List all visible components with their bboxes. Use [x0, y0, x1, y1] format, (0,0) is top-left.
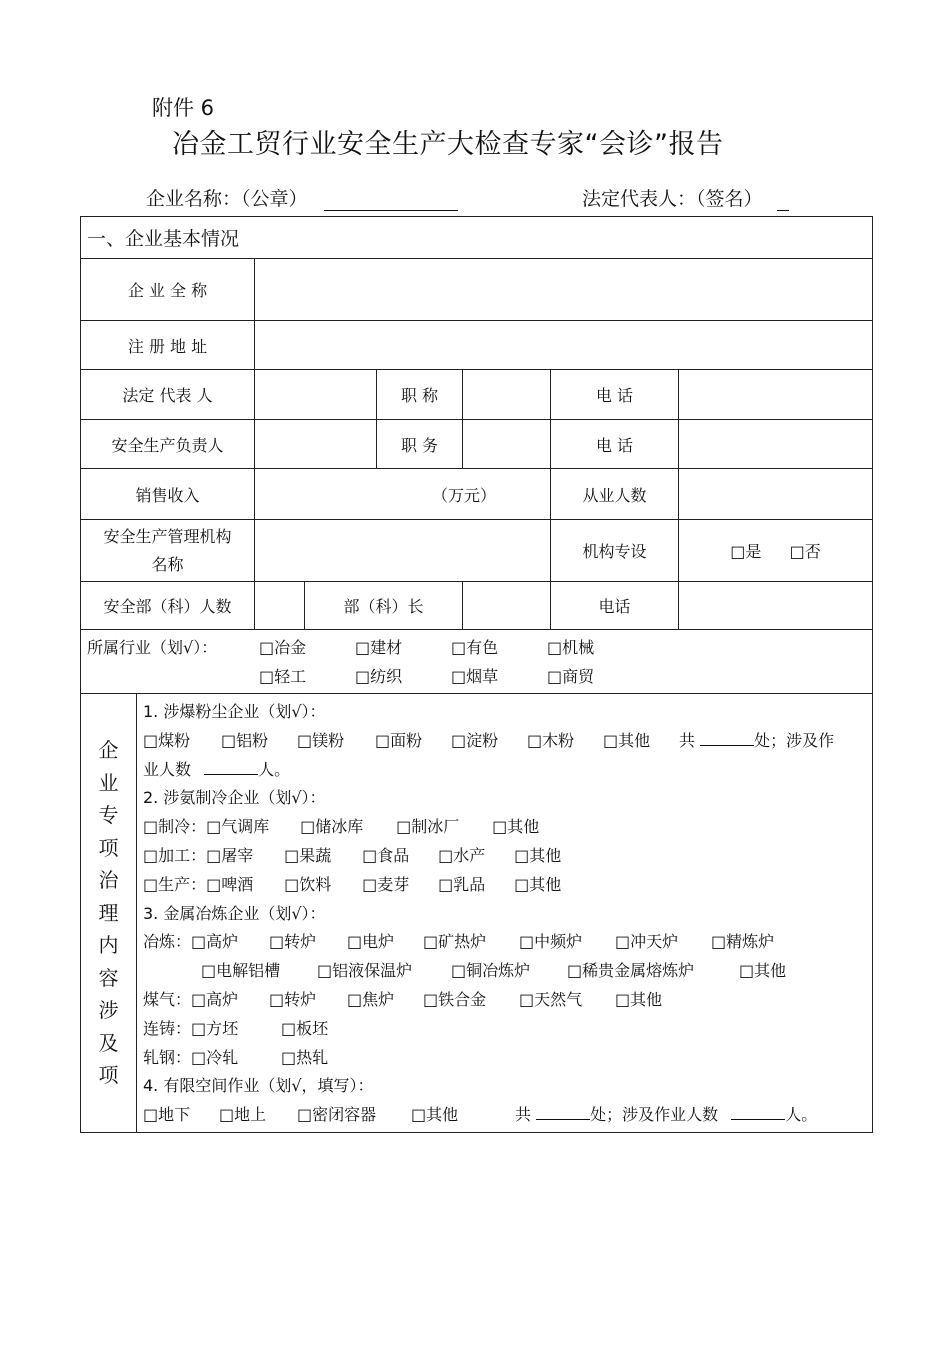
vertical-char: 项 [98, 835, 119, 860]
produce-line [143, 871, 866, 900]
dust-title: 1. 涉爆粉尘企业（划√）： [143, 702, 326, 721]
legal-rep-header [582, 184, 789, 211]
produce-beer[interactable]: □啤酒 [206, 874, 254, 894]
refrig-other[interactable]: □其他 [492, 817, 540, 837]
dust-starch[interactable]: □淀粉 [451, 730, 499, 750]
dept-phone-field[interactable] [679, 582, 873, 630]
smelt-blast-furnace[interactable]: □高炉 [191, 932, 239, 952]
mgmt-org-label-line1: 安全生产管理机构 [103, 526, 232, 546]
produce-other[interactable]: □其他 [514, 874, 562, 894]
mgmt-org-field[interactable] [255, 520, 551, 582]
smelt-other[interactable]: □其他 [739, 961, 787, 981]
refrig-ice-storage[interactable]: □储冰库 [300, 817, 364, 837]
cast-billet[interactable]: □方坯 [191, 1018, 239, 1038]
refrig-ice-plant[interactable]: □制冰厂 [396, 817, 460, 837]
legal-rep-label: 法定代表人：（签名） [582, 188, 763, 210]
mgmt-org-label-line2: 名称 [151, 554, 184, 574]
industry-metallurgy[interactable]: □冶金 [259, 638, 307, 657]
smelt-electric[interactable]: □电炉 [347, 932, 395, 952]
vertical-char: 专 [98, 803, 119, 828]
vertical-char: 内 [98, 933, 119, 958]
vertical-char: 业 [98, 770, 119, 795]
vertical-char: 容 [98, 965, 119, 990]
dust-items-line [143, 727, 866, 756]
process-slaughter[interactable]: □屠宰 [206, 845, 254, 865]
attachment-number: 附件 6 [152, 96, 215, 120]
dept-phone-label: 电话 [551, 582, 679, 630]
confined-places-blank[interactable] [536, 1103, 590, 1120]
vertical-char: 企 [98, 738, 119, 763]
full-name-field[interactable] [255, 259, 873, 321]
refrig-ca-storage[interactable]: □气调库 [206, 817, 270, 837]
smelt-line-1 [143, 928, 866, 957]
employees-field[interactable] [679, 469, 873, 520]
process-line [143, 842, 866, 871]
dust-workers-label: 业人数 [143, 759, 192, 779]
full-name-label: 企 业 全 称 [81, 259, 255, 321]
confined-other[interactable]: □其他 [411, 1105, 459, 1125]
section-basic-info-title: 一、企业基本情况 [81, 217, 873, 259]
confined-sealed-container[interactable]: □密闭容器 [297, 1105, 377, 1125]
gas-ferroalloy[interactable]: □铁合金 [423, 989, 487, 1009]
special-items-cell [137, 694, 873, 1133]
industry-textile[interactable]: □纺织 [355, 667, 403, 686]
page-title: 冶金工贸行业安全生产大检查专家“会诊”报告 [172, 129, 724, 160]
gas-blast-furnace[interactable]: □高炉 [191, 989, 239, 1009]
gas-converter[interactable]: □转炉 [269, 989, 317, 1009]
sales-field[interactable] [255, 469, 551, 520]
org-yes-checkbox[interactable]: □是 [730, 542, 762, 561]
confined-person-end: 人。 [785, 1105, 818, 1125]
company-label: 企业名称：（公章） [146, 188, 308, 210]
address-label: 注 册 地 址 [81, 321, 255, 370]
dust-coal[interactable]: □煤粉 [143, 730, 191, 750]
legal-rep-field[interactable] [255, 370, 377, 420]
industry-light[interactable]: □轻工 [259, 667, 307, 686]
industry-machinery[interactable]: □机械 [547, 638, 595, 657]
duty-field[interactable] [463, 420, 551, 469]
smelt-precious-metal[interactable]: □稀贵金属熔炼炉 [567, 961, 695, 981]
confined-places-workers: 处；涉及作业人数 [590, 1105, 719, 1125]
dust-total-label: 共 [679, 730, 696, 750]
vertical-char: 项 [98, 1063, 119, 1088]
company-name-header [146, 184, 458, 211]
ammonia-title: 2. 涉氨制冷企业（划√）： [143, 788, 326, 808]
smelt-line-2 [143, 957, 866, 986]
phone-label-2: 电 话 [551, 420, 679, 469]
dust-places-blank[interactable] [700, 729, 754, 746]
dust-person-end: 人。 [258, 759, 291, 779]
sales-label: 销售收入 [81, 469, 255, 520]
wan-yuan-unit: （万元） [431, 485, 496, 505]
dust-workers-blank[interactable] [204, 758, 258, 775]
smelt-refining[interactable]: □精炼炉 [711, 932, 775, 952]
smelt-converter[interactable]: □转炉 [269, 932, 317, 952]
industry-line-2 [87, 662, 866, 691]
industry-line-1 [87, 633, 866, 662]
dust-aluminum[interactable]: □铝粉 [221, 730, 269, 750]
roll-cold[interactable]: □冷轧 [191, 1047, 239, 1067]
org-dedicated-label: 机构专设 [551, 520, 679, 582]
confined-title: 4. 有限空间作业（划√，填写）： [143, 1076, 374, 1096]
refrig-line [143, 813, 866, 842]
safety-phone-field[interactable] [679, 420, 873, 469]
confined-underground[interactable]: □地下 [143, 1105, 191, 1125]
industry-building-materials[interactable]: □建材 [355, 638, 403, 657]
cast-line [143, 1015, 866, 1044]
title-field[interactable] [463, 370, 551, 420]
process-other[interactable]: □其他 [514, 845, 562, 865]
smelt-electrolytic-cell[interactable]: □电解铝槽 [201, 961, 281, 981]
gas-coke-oven[interactable]: □焦炉 [347, 989, 395, 1009]
produce-dairy[interactable]: □乳品 [438, 874, 486, 894]
vertical-char: 及 [98, 1030, 119, 1055]
smelt-cupola[interactable]: □冲天炉 [615, 932, 679, 952]
org-dedicated-options [679, 520, 873, 582]
cast-slab[interactable]: □板坯 [281, 1018, 329, 1038]
dust-places-involve: 处；涉及作 [754, 730, 835, 750]
dept-head-field[interactable] [463, 582, 551, 630]
confined-total-label: 共 [515, 1105, 532, 1125]
smelt-copper-furnace[interactable]: □铜冶炼炉 [451, 961, 531, 981]
safety-head-field[interactable] [255, 420, 377, 469]
employees-label: 从业人数 [551, 469, 679, 520]
smelt-label: 冶炼： [143, 932, 192, 952]
process-food[interactable]: □食品 [362, 845, 410, 865]
industry-label: 所属行业（划√）： [87, 638, 218, 657]
confined-workers-blank[interactable] [731, 1103, 785, 1120]
process-fruit-veg[interactable]: □果蔬 [284, 845, 332, 865]
vertical-char: 治 [98, 868, 119, 893]
phone-label: 电 话 [551, 370, 679, 420]
process-label[interactable]: □加工： [143, 845, 207, 865]
roll-hot[interactable]: □热轧 [281, 1047, 329, 1067]
dept-staff-field[interactable] [255, 582, 305, 630]
phone-field[interactable] [679, 370, 873, 420]
dust-flour[interactable]: □面粉 [375, 730, 423, 750]
roll-line [143, 1044, 866, 1073]
industry-nonferrous[interactable]: □有色 [451, 638, 499, 657]
mgmt-org-label [81, 520, 255, 582]
dept-head-label: 部（科）长 [305, 582, 463, 630]
metal-title: 3. 金属冶炼企业（划√）： [143, 903, 326, 923]
gas-label: 煤气： [143, 989, 192, 1009]
roll-label: 轧钢： [143, 1047, 192, 1067]
legal-rep-label-cell: 法定 代表 人 [81, 370, 255, 420]
produce-beverage[interactable]: □饮料 [284, 874, 332, 894]
smelt-submerged-arc[interactable]: □矿热炉 [423, 932, 487, 952]
vertical-char: 理 [98, 900, 119, 925]
smelt-induction[interactable]: □中频炉 [519, 932, 583, 952]
gas-other[interactable]: □其他 [615, 989, 663, 1009]
signature-blank[interactable] [777, 190, 789, 211]
process-aquatic[interactable]: □水产 [438, 845, 486, 865]
refrig-label[interactable]: □制冷： [143, 817, 207, 837]
gas-natural-gas[interactable]: □天然气 [519, 989, 583, 1009]
dust-other[interactable]: □其他 [603, 730, 651, 750]
confined-line [143, 1101, 866, 1130]
company-name-blank[interactable] [324, 190, 458, 211]
dust-magnesium[interactable]: □镁粉 [297, 730, 345, 750]
industry-tobacco[interactable]: □烟草 [451, 667, 499, 686]
dept-staff-label: 安全部（科）人数 [81, 582, 255, 630]
special-governance-label [81, 694, 137, 1133]
produce-malt[interactable]: □麦芽 [362, 874, 410, 894]
produce-label[interactable]: □生产： [143, 874, 207, 894]
title-label: 职 称 [377, 370, 463, 420]
address-field[interactable] [255, 321, 873, 370]
dust-workers-line [143, 756, 866, 785]
gas-line [143, 986, 866, 1015]
cast-label: 连铸： [143, 1018, 192, 1038]
industry-commerce[interactable]: □商贸 [547, 667, 595, 686]
confined-aboveground[interactable]: □地上 [219, 1105, 267, 1125]
industry-row [81, 630, 873, 694]
enterprise-report-table [80, 216, 873, 1133]
smelt-holding-furnace[interactable]: □铝液保温炉 [317, 961, 413, 981]
dust-wood[interactable]: □木粉 [527, 730, 575, 750]
org-no-checkbox[interactable]: □否 [789, 542, 821, 561]
safety-head-label: 安全生产负责人 [81, 420, 255, 469]
vertical-char: 涉 [98, 998, 119, 1023]
duty-label: 职 务 [377, 420, 463, 469]
